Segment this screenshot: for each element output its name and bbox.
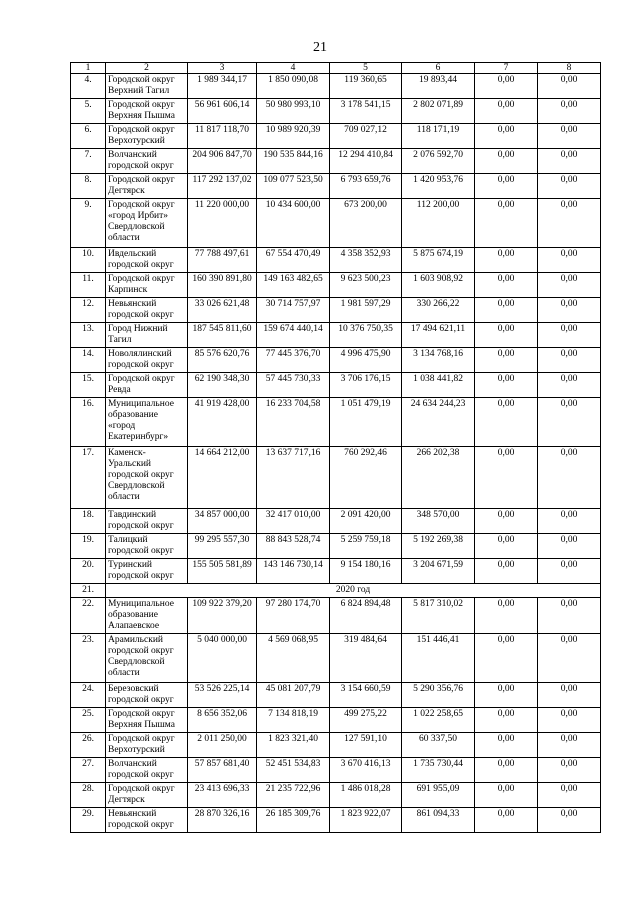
value-col5: 1 981 597,29: [330, 298, 402, 323]
value-col4: 159 674 440,14: [257, 323, 330, 348]
municipality-name: Городской округ «город Ирбит» Свердловской области: [106, 199, 188, 248]
municipality-name: Городской округ Верхняя Пышма: [106, 99, 188, 124]
value-col8: 0,00: [538, 398, 601, 447]
value-col8: 0,00: [538, 74, 601, 99]
value-col4: 45 081 207,79: [257, 683, 330, 708]
value-col3: 187 545 811,60: [188, 323, 257, 348]
value-col5: 12 294 410,84: [330, 149, 402, 174]
table-body: [71, 63, 601, 833]
row-number: 4.: [71, 74, 106, 99]
value-col4: 77 445 376,70: [257, 348, 330, 373]
value-col8: 0,00: [538, 174, 601, 199]
municipality-name: Талицкий городской округ: [106, 534, 188, 559]
table-row: [71, 74, 601, 99]
value-col5: 760 292,46: [330, 447, 402, 509]
municipality-name: Березовский городской округ: [106, 683, 188, 708]
row-number: 19.: [71, 534, 106, 559]
value-col8: 0,00: [538, 758, 601, 783]
page-number: 21: [313, 40, 327, 55]
value-col4: 1 823 321,40: [257, 733, 330, 758]
value-col5: 119 360,65: [330, 74, 402, 99]
value-col7: 0,00: [475, 559, 538, 584]
value-col8: 0,00: [538, 447, 601, 509]
value-col7: 0,00: [475, 634, 538, 683]
table-row: [71, 149, 601, 174]
value-col4: 52 451 534,83: [257, 758, 330, 783]
row-number: 9.: [71, 199, 106, 248]
column-number: 2: [106, 63, 188, 74]
value-col4: 88 843 528,74: [257, 534, 330, 559]
value-col3: 57 857 681,40: [188, 758, 257, 783]
value-col4: 109 077 523,50: [257, 174, 330, 199]
municipality-name: Городской округ Верхний Тагил: [106, 74, 188, 99]
municipality-name: Муниципальное образование «город Екатеринбург»: [106, 398, 188, 447]
value-col6: 112 200,00: [402, 199, 475, 248]
table-row: [71, 708, 601, 733]
value-col8: 0,00: [538, 808, 601, 833]
value-col6: 266 202,38: [402, 447, 475, 509]
value-col8: 0,00: [538, 373, 601, 398]
value-col6: 1 038 441,82: [402, 373, 475, 398]
value-col8: 0,00: [538, 248, 601, 273]
value-col6: 118 171,19: [402, 124, 475, 149]
value-col7: 0,00: [475, 534, 538, 559]
value-col3: 5 040 000,00: [188, 634, 257, 683]
value-col3: 28 870 326,16: [188, 808, 257, 833]
value-col8: 0,00: [538, 598, 601, 634]
row-number: 12.: [71, 298, 106, 323]
municipality-name: Городской округ Дегтярск: [106, 174, 188, 199]
section-row: [71, 584, 601, 598]
row-number: 28.: [71, 783, 106, 808]
value-col7: 0,00: [475, 248, 538, 273]
municipality-name: Городской округ Верхняя Пышма: [106, 708, 188, 733]
value-col7: 0,00: [475, 373, 538, 398]
value-col7: 0,00: [475, 74, 538, 99]
table-row: [71, 634, 601, 683]
value-col5: 673 200,00: [330, 199, 402, 248]
row-number: 23.: [71, 634, 106, 683]
value-col8: 0,00: [538, 534, 601, 559]
column-number: 3: [188, 63, 257, 74]
table-row: [71, 534, 601, 559]
value-col6: 17 494 621,11: [402, 323, 475, 348]
value-col5: 319 484,64: [330, 634, 402, 683]
table-row: [71, 783, 601, 808]
value-col5: 6 824 894,48: [330, 598, 402, 634]
value-col4: 16 233 704,58: [257, 398, 330, 447]
value-col3: 34 857 000,00: [188, 509, 257, 534]
value-col6: 2 802 071,89: [402, 99, 475, 124]
row-number: 22.: [71, 598, 106, 634]
municipality-name: Городской округ Дегтярск: [106, 783, 188, 808]
value-col6: 5 192 269,38: [402, 534, 475, 559]
table-row: [71, 598, 601, 634]
value-col4: 97 280 174,70: [257, 598, 330, 634]
value-col8: 0,00: [538, 733, 601, 758]
row-number: 15.: [71, 373, 106, 398]
table-row: [71, 273, 601, 298]
data-table: [70, 62, 601, 833]
value-col4: 10 989 920,39: [257, 124, 330, 149]
value-col3: 117 292 137,02: [188, 174, 257, 199]
value-col3: 155 505 581,89: [188, 559, 257, 584]
row-number: 13.: [71, 323, 106, 348]
value-col3: 41 919 428,00: [188, 398, 257, 447]
row-number: 25.: [71, 708, 106, 733]
municipality-name: Новолялинский городской округ: [106, 348, 188, 373]
value-col6: 861 094,33: [402, 808, 475, 833]
value-col5: 9 623 500,23: [330, 273, 402, 298]
value-col8: 0,00: [538, 323, 601, 348]
row-number: 16.: [71, 398, 106, 447]
table-row: [71, 373, 601, 398]
municipality-name: Городской округ Верхотурский: [106, 733, 188, 758]
value-col7: 0,00: [475, 447, 538, 509]
value-col7: 0,00: [475, 758, 538, 783]
value-col7: 0,00: [475, 683, 538, 708]
value-col3: 1 989 344,17: [188, 74, 257, 99]
value-col3: 23 413 696,33: [188, 783, 257, 808]
municipality-name: Туринский городской округ: [106, 559, 188, 584]
value-col7: 0,00: [475, 348, 538, 373]
value-col4: 13 637 717,16: [257, 447, 330, 509]
value-col6: 2 076 592,70: [402, 149, 475, 174]
column-number: 8: [538, 63, 601, 74]
value-col4: 143 146 730,14: [257, 559, 330, 584]
value-col3: 204 906 847,70: [188, 149, 257, 174]
value-col3: 8 656 352,06: [188, 708, 257, 733]
value-col7: 0,00: [475, 124, 538, 149]
table-row: [71, 683, 601, 708]
table-row: [71, 733, 601, 758]
table-row: [71, 348, 601, 373]
value-col3: 33 026 621,48: [188, 298, 257, 323]
value-col7: 0,00: [475, 733, 538, 758]
value-col5: 6 793 659,76: [330, 174, 402, 199]
value-col7: 0,00: [475, 398, 538, 447]
value-col4: 57 445 730,33: [257, 373, 330, 398]
value-col3: 14 664 212,00: [188, 447, 257, 509]
value-col4: 30 714 757,97: [257, 298, 330, 323]
row-number: 18.: [71, 509, 106, 534]
row-number: 24.: [71, 683, 106, 708]
column-number: 7: [475, 63, 538, 74]
value-col7: 0,00: [475, 174, 538, 199]
value-col6: 5 875 674,19: [402, 248, 475, 273]
column-number: 1: [71, 63, 106, 74]
table-row: [71, 509, 601, 534]
row-number: 8.: [71, 174, 106, 199]
value-col4: 190 535 844,16: [257, 149, 330, 174]
value-col7: 0,00: [475, 783, 538, 808]
value-col3: 11 220 000,00: [188, 199, 257, 248]
value-col6: 60 337,50: [402, 733, 475, 758]
value-col3: 56 961 606,14: [188, 99, 257, 124]
table-row: [71, 124, 601, 149]
municipality-name: Невьянский городской округ: [106, 298, 188, 323]
value-col5: 3 178 541,15: [330, 99, 402, 124]
row-number: 14.: [71, 348, 106, 373]
value-col7: 0,00: [475, 99, 538, 124]
value-col6: 24 634 244,23: [402, 398, 475, 447]
value-col5: 9 154 180,16: [330, 559, 402, 584]
municipality-name: Городской округ Верхотурский: [106, 124, 188, 149]
table-row: [71, 447, 601, 509]
value-col7: 0,00: [475, 509, 538, 534]
value-col3: 99 295 557,30: [188, 534, 257, 559]
row-number: 7.: [71, 149, 106, 174]
value-col8: 0,00: [538, 273, 601, 298]
municipality-name: Каменск-Уральский городской округ Свердловской области: [106, 447, 188, 509]
value-col8: 0,00: [538, 683, 601, 708]
value-col4: 10 434 600,00: [257, 199, 330, 248]
municipality-name: Город Нижний Тагил: [106, 323, 188, 348]
value-col5: 2 091 420,00: [330, 509, 402, 534]
value-col8: 0,00: [538, 149, 601, 174]
value-col4: 149 163 482,65: [257, 273, 330, 298]
row-number: 6.: [71, 124, 106, 149]
value-col6: 1 420 953,76: [402, 174, 475, 199]
municipality-name: Арамильский городской округ Свердловской области: [106, 634, 188, 683]
value-col5: 4 358 352,93: [330, 248, 402, 273]
value-col6: 5 817 310,02: [402, 598, 475, 634]
value-col5: 709 027,12: [330, 124, 402, 149]
value-col7: 0,00: [475, 298, 538, 323]
value-col5: 3 706 176,15: [330, 373, 402, 398]
municipality-name: Невьянский городской округ: [106, 808, 188, 833]
value-col8: 0,00: [538, 783, 601, 808]
value-col7: 0,00: [475, 199, 538, 248]
value-col6: 691 955,09: [402, 783, 475, 808]
value-col7: 0,00: [475, 323, 538, 348]
value-col3: 77 788 497,61: [188, 248, 257, 273]
value-col6: 19 893,44: [402, 74, 475, 99]
value-col6: 1 735 730,44: [402, 758, 475, 783]
table-row: [71, 758, 601, 783]
value-col5: 5 259 759,18: [330, 534, 402, 559]
value-col6: 1 603 908,92: [402, 273, 475, 298]
row-number: 27.: [71, 758, 106, 783]
municipality-name: Городской округ Ревда: [106, 373, 188, 398]
value-col8: 0,00: [538, 559, 601, 584]
value-col7: 0,00: [475, 149, 538, 174]
value-col4: 67 554 470,49: [257, 248, 330, 273]
value-col7: 0,00: [475, 708, 538, 733]
table-row: [71, 199, 601, 248]
value-col3: 53 526 225,14: [188, 683, 257, 708]
value-col6: 5 290 356,76: [402, 683, 475, 708]
table-row: [71, 808, 601, 833]
value-col7: 0,00: [475, 598, 538, 634]
row-number: 5.: [71, 99, 106, 124]
value-col8: 0,00: [538, 199, 601, 248]
value-col8: 0,00: [538, 509, 601, 534]
table-row: [71, 323, 601, 348]
row-number: 21.: [71, 584, 106, 598]
value-col5: 127 591,10: [330, 733, 402, 758]
column-number: 6: [402, 63, 475, 74]
column-number: 5: [330, 63, 402, 74]
value-col8: 0,00: [538, 634, 601, 683]
table-row: [71, 559, 601, 584]
value-col6: 330 266,22: [402, 298, 475, 323]
value-col5: 1 051 479,19: [330, 398, 402, 447]
municipality-name: Волчанский городской округ: [106, 149, 188, 174]
value-col4: 4 569 068,95: [257, 634, 330, 683]
municipality-name: Городской округ Карпинск: [106, 273, 188, 298]
column-number: 4: [257, 63, 330, 74]
value-col4: 32 417 010,00: [257, 509, 330, 534]
value-col6: 1 022 258,65: [402, 708, 475, 733]
table-row: [71, 298, 601, 323]
section-year-label: 2020 год: [106, 584, 601, 598]
value-col3: 85 576 620,76: [188, 348, 257, 373]
value-col6: 348 570,00: [402, 509, 475, 534]
municipality-name: Ивдельский городской округ: [106, 248, 188, 273]
value-col8: 0,00: [538, 298, 601, 323]
value-col3: 160 390 891,80: [188, 273, 257, 298]
value-col5: 3 154 660,59: [330, 683, 402, 708]
value-col5: 1 823 922,07: [330, 808, 402, 833]
municipality-name: Тавдинский городской округ: [106, 509, 188, 534]
municipality-name: Муниципальное образование Алапаевское: [106, 598, 188, 634]
value-col3: 2 011 250,00: [188, 733, 257, 758]
value-col4: 50 980 993,10: [257, 99, 330, 124]
value-col4: 26 185 309,76: [257, 808, 330, 833]
municipality-name: Волчанский городской округ: [106, 758, 188, 783]
row-number: 20.: [71, 559, 106, 584]
value-col8: 0,00: [538, 124, 601, 149]
value-col5: 499 275,22: [330, 708, 402, 733]
value-col5: 4 996 475,90: [330, 348, 402, 373]
value-col5: 3 670 416,13: [330, 758, 402, 783]
value-col6: 151 446,41: [402, 634, 475, 683]
value-col3: 109 922 379,20: [188, 598, 257, 634]
table-row: [71, 99, 601, 124]
value-col5: 10 376 750,35: [330, 323, 402, 348]
row-number: 29.: [71, 808, 106, 833]
row-number: 11.: [71, 273, 106, 298]
value-col4: 1 850 090,08: [257, 74, 330, 99]
table-row: [71, 248, 601, 273]
value-col8: 0,00: [538, 708, 601, 733]
value-col6: 3 134 768,16: [402, 348, 475, 373]
column-number-row: [71, 63, 601, 74]
value-col4: 21 235 722,96: [257, 783, 330, 808]
table-row: [71, 398, 601, 447]
value-col4: 7 134 818,19: [257, 708, 330, 733]
value-col3: 11 817 118,70: [188, 124, 257, 149]
value-col8: 0,00: [538, 99, 601, 124]
value-col3: 62 190 348,30: [188, 373, 257, 398]
value-col7: 0,00: [475, 808, 538, 833]
value-col8: 0,00: [538, 348, 601, 373]
row-number: 17.: [71, 447, 106, 509]
row-number: 26.: [71, 733, 106, 758]
table-row: [71, 174, 601, 199]
value-col7: 0,00: [475, 273, 538, 298]
row-number: 10.: [71, 248, 106, 273]
value-col6: 3 204 671,59: [402, 559, 475, 584]
value-col5: 1 486 018,28: [330, 783, 402, 808]
